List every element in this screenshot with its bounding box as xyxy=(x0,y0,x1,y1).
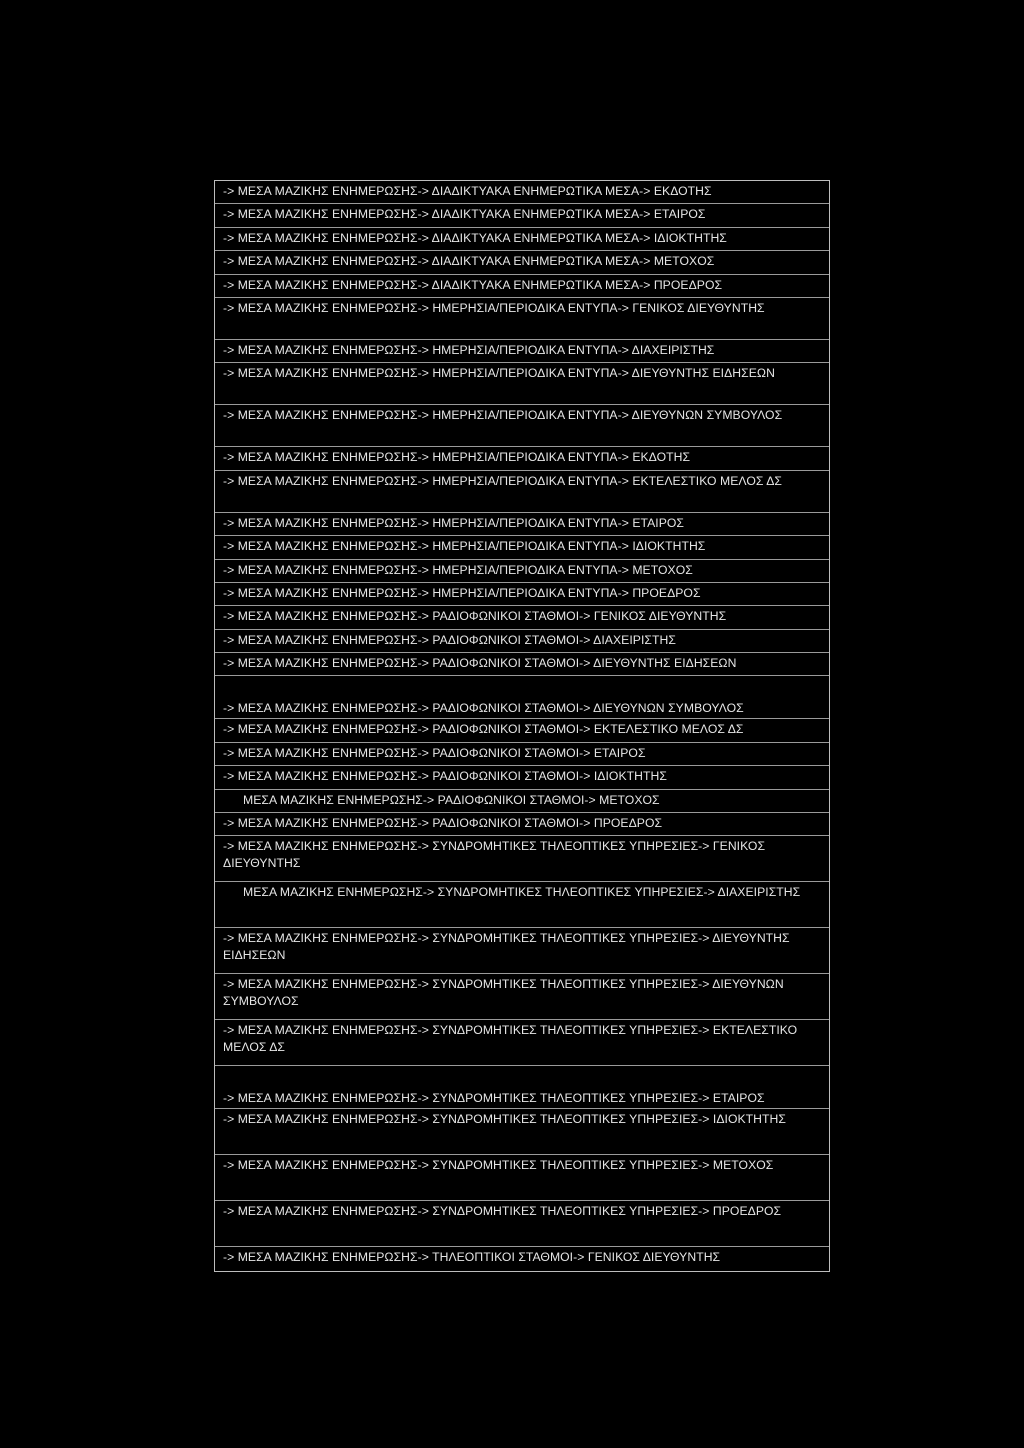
table-row: -> ΜΕΣΑ ΜΑΖΙΚΗΣ ΕΝΗΜΕΡΩΣΗΣ-> ΗΜΕΡΗΣΙΑ/ΠΕΡΙΟΔΙΚΑ ΕΝΤΥΠΑ-> ΙΔΙΟΚΤΗΤΗΣ xyxy=(215,536,829,559)
table-row: -> ΜΕΣΑ ΜΑΖΙΚΗΣ ΕΝΗΜΕΡΩΣΗΣ-> ΔΙΑΔΙΚΤΥΑΚΑ ΕΝΗΜΕΡΩΤΙΚΑ ΜΕΣΑ-> ΠΡΟΕΔΡΟΣ xyxy=(215,275,829,298)
table-row: -> ΜΕΣΑ ΜΑΖΙΚΗΣ ΕΝΗΜΕΡΩΣΗΣ-> ΣΥΝΔΡΟΜΗΤΙΚΕΣ ΤΗΛΕΟΠΤΙΚΕΣ ΥΠΗΡΕΣΙΕΣ-> ΓΕΝΙΚΟΣ ΔΙΕΥΘΥΝΤΗΣ xyxy=(215,836,829,882)
table-row: -> ΜΕΣΑ ΜΑΖΙΚΗΣ ΕΝΗΜΕΡΩΣΗΣ-> ΣΥΝΔΡΟΜΗΤΙΚΕΣ ΤΗΛΕΟΠΤΙΚΕΣ ΥΠΗΡΕΣΙΕΣ-> ΕΤΑΙΡΟΣ xyxy=(215,1066,829,1109)
table-row: -> ΜΕΣΑ ΜΑΖΙΚΗΣ ΕΝΗΜΕΡΩΣΗΣ-> ΡΑΔΙΟΦΩΝΙΚΟΙ ΣΤΑΘΜΟΙ-> ΔΙΕΥΘΥΝΩΝ ΣΥΜΒΟΥΛΟΣ xyxy=(215,676,829,719)
table-row: -> ΜΕΣΑ ΜΑΖΙΚΗΣ ΕΝΗΜΕΡΩΣΗΣ-> ΣΥΝΔΡΟΜΗΤΙΚΕΣ ΤΗΛΕΟΠΤΙΚΕΣ ΥΠΗΡΕΣΙΕΣ-> ΙΔΙΟΚΤΗΤΗΣ xyxy=(215,1109,829,1155)
table-row: -> ΜΕΣΑ ΜΑΖΙΚΗΣ ΕΝΗΜΕΡΩΣΗΣ-> ΗΜΕΡΗΣΙΑ/ΠΕΡΙΟΔΙΚΑ ΕΝΤΥΠΑ-> ΓΕΝΙΚΟΣ ΔΙΕΥΘΥΝΤΗΣ xyxy=(215,298,829,340)
table-row: -> ΜΕΣΑ ΜΑΖΙΚΗΣ ΕΝΗΜΕΡΩΣΗΣ-> ΣΥΝΔΡΟΜΗΤΙΚΕΣ ΤΗΛΕΟΠΤΙΚΕΣ ΥΠΗΡΕΣΙΕΣ-> ΜΕΤΟΧΟΣ xyxy=(215,1155,829,1201)
table-row: ΜΕΣΑ ΜΑΖΙΚΗΣ ΕΝΗΜΕΡΩΣΗΣ-> ΡΑΔΙΟΦΩΝΙΚΟΙ ΣΤΑΘΜΟΙ-> ΜΕΤΟΧΟΣ xyxy=(215,790,829,813)
table-row: -> ΜΕΣΑ ΜΑΖΙΚΗΣ ΕΝΗΜΕΡΩΣΗΣ-> ΔΙΑΔΙΚΤΥΑΚΑ ΕΝΗΜΕΡΩΤΙΚΑ ΜΕΣΑ-> ΕΚΔΟΤΗΣ xyxy=(215,181,829,204)
table-row: -> ΜΕΣΑ ΜΑΖΙΚΗΣ ΕΝΗΜΕΡΩΣΗΣ-> ΡΑΔΙΟΦΩΝΙΚΟΙ ΣΤΑΘΜΟΙ-> ΕΚΤΕΛΕΣΤΙΚΟ ΜΕΛΟΣ ΔΣ xyxy=(215,719,829,742)
table-row: -> ΜΕΣΑ ΜΑΖΙΚΗΣ ΕΝΗΜΕΡΩΣΗΣ-> ΗΜΕΡΗΣΙΑ/ΠΕΡΙΟΔΙΚΑ ΕΝΤΥΠΑ-> ΔΙΕΥΘΥΝΤΗΣ ΕΙΔΗΣΕΩΝ xyxy=(215,363,829,405)
table-row: -> ΜΕΣΑ ΜΑΖΙΚΗΣ ΕΝΗΜΕΡΩΣΗΣ-> ΣΥΝΔΡΟΜΗΤΙΚΕΣ ΤΗΛΕΟΠΤΙΚΕΣ ΥΠΗΡΕΣΙΕΣ-> ΔΙΕΥΘΥΝΤΗΣ ΕΙΔΗΣΕΩΝ xyxy=(215,928,829,974)
table-row: -> ΜΕΣΑ ΜΑΖΙΚΗΣ ΕΝΗΜΕΡΩΣΗΣ-> ΡΑΔΙΟΦΩΝΙΚΟΙ ΣΤΑΘΜΟΙ-> ΔΙΕΥΘΥΝΤΗΣ ΕΙΔΗΣΕΩΝ xyxy=(215,653,829,676)
table-row: ΜΕΣΑ ΜΑΖΙΚΗΣ ΕΝΗΜΕΡΩΣΗΣ-> ΣΥΝΔΡΟΜΗΤΙΚΕΣ ΤΗΛΕΟΠΤΙΚΕΣ ΥΠΗΡΕΣΙΕΣ-> ΔΙΑΧΕΙΡΙΣΤΗΣ xyxy=(215,882,829,928)
table-row: -> ΜΕΣΑ ΜΑΖΙΚΗΣ ΕΝΗΜΕΡΩΣΗΣ-> ΣΥΝΔΡΟΜΗΤΙΚΕΣ ΤΗΛΕΟΠΤΙΚΕΣ ΥΠΗΡΕΣΙΕΣ-> ΕΚΤΕΛΕΣΤΙΚΟ ΜΕΛΟΣ ΔΣ xyxy=(215,1020,829,1066)
table-row: -> ΜΕΣΑ ΜΑΖΙΚΗΣ ΕΝΗΜΕΡΩΣΗΣ-> ΔΙΑΔΙΚΤΥΑΚΑ ΕΝΗΜΕΡΩΤΙΚΑ ΜΕΣΑ-> ΙΔΙΟΚΤΗΤΗΣ xyxy=(215,228,829,251)
table-row: -> ΜΕΣΑ ΜΑΖΙΚΗΣ ΕΝΗΜΕΡΩΣΗΣ-> ΗΜΕΡΗΣΙΑ/ΠΕΡΙΟΔΙΚΑ ΕΝΤΥΠΑ-> ΕΤΑΙΡΟΣ xyxy=(215,513,829,536)
table-row: -> ΜΕΣΑ ΜΑΖΙΚΗΣ ΕΝΗΜΕΡΩΣΗΣ-> ΔΙΑΔΙΚΤΥΑΚΑ ΕΝΗΜΕΡΩΤΙΚΑ ΜΕΣΑ-> ΕΤΑΙΡΟΣ xyxy=(215,204,829,227)
table-row: -> ΜΕΣΑ ΜΑΖΙΚΗΣ ΕΝΗΜΕΡΩΣΗΣ-> ΗΜΕΡΗΣΙΑ/ΠΕΡΙΟΔΙΚΑ ΕΝΤΥΠΑ-> ΜΕΤΟΧΟΣ xyxy=(215,560,829,583)
table-row: -> ΜΕΣΑ ΜΑΖΙΚΗΣ ΕΝΗΜΕΡΩΣΗΣ-> ΣΥΝΔΡΟΜΗΤΙΚΕΣ ΤΗΛΕΟΠΤΙΚΕΣ ΥΠΗΡΕΣΙΕΣ-> ΔΙΕΥΘΥΝΩΝ ΣΥΜΒΟΥΛΟΣ xyxy=(215,974,829,1020)
table-row: -> ΜΕΣΑ ΜΑΖΙΚΗΣ ΕΝΗΜΕΡΩΣΗΣ-> ΡΑΔΙΟΦΩΝΙΚΟΙ ΣΤΑΘΜΟΙ-> ΔΙΑΧΕΙΡΙΣΤΗΣ xyxy=(215,630,829,653)
table-row: -> ΜΕΣΑ ΜΑΖΙΚΗΣ ΕΝΗΜΕΡΩΣΗΣ-> ΗΜΕΡΗΣΙΑ/ΠΕΡΙΟΔΙΚΑ ΕΝΤΥΠΑ-> ΔΙΑΧΕΙΡΙΣΤΗΣ xyxy=(215,340,829,363)
table-row: -> ΜΕΣΑ ΜΑΖΙΚΗΣ ΕΝΗΜΕΡΩΣΗΣ-> ΡΑΔΙΟΦΩΝΙΚΟΙ ΣΤΑΘΜΟΙ-> ΙΔΙΟΚΤΗΤΗΣ xyxy=(215,766,829,789)
table-row: -> ΜΕΣΑ ΜΑΖΙΚΗΣ ΕΝΗΜΕΡΩΣΗΣ-> ΤΗΛΕΟΠΤΙΚΟΙ ΣΤΑΘΜΟΙ-> ΓΕΝΙΚΟΣ ΔΙΕΥΘΥΝΤΗΣ xyxy=(223,1250,721,1265)
table-row: -> ΜΕΣΑ ΜΑΖΙΚΗΣ ΕΝΗΜΕΡΩΣΗΣ-> ΗΜΕΡΗΣΙΑ/ΠΕΡΙΟΔΙΚΑ ΕΝΤΥΠΑ-> ΔΙΕΥΘΥΝΩΝ ΣΥΜΒΟΥΛΟΣ xyxy=(215,405,829,447)
table-row: -> ΜΕΣΑ ΜΑΖΙΚΗΣ ΕΝΗΜΕΡΩΣΗΣ-> ΔΙΑΔΙΚΤΥΑΚΑ ΕΝΗΜΕΡΩΤΙΚΑ ΜΕΣΑ-> ΜΕΤΟΧΟΣ xyxy=(215,251,829,274)
table-row: -> ΜΕΣΑ ΜΑΖΙΚΗΣ ΕΝΗΜΕΡΩΣΗΣ-> ΗΜΕΡΗΣΙΑ/ΠΕΡΙΟΔΙΚΑ ΕΝΤΥΠΑ-> ΕΚΤΕΛΕΣΤΙΚΟ ΜΕΛΟΣ ΔΣ xyxy=(215,471,829,513)
table-row: -> ΜΕΣΑ ΜΑΖΙΚΗΣ ΕΝΗΜΕΡΩΣΗΣ-> ΗΜΕΡΗΣΙΑ/ΠΕΡΙΟΔΙΚΑ ΕΝΤΥΠΑ-> ΠΡΟΕΔΡΟΣ xyxy=(215,583,829,606)
table-row: -> ΜΕΣΑ ΜΑΖΙΚΗΣ ΕΝΗΜΕΡΩΣΗΣ-> ΡΑΔΙΟΦΩΝΙΚΟΙ ΣΤΑΘΜΟΙ-> ΓΕΝΙΚΟΣ ΔΙΕΥΘΥΝΤΗΣ xyxy=(215,606,829,629)
table-row: -> ΜΕΣΑ ΜΑΖΙΚΗΣ ΕΝΗΜΕΡΩΣΗΣ-> ΡΑΔΙΟΦΩΝΙΚΟΙ ΣΤΑΘΜΟΙ-> ΠΡΟΕΔΡΟΣ xyxy=(215,813,829,836)
category-table xyxy=(214,180,830,1272)
table-row: -> ΜΕΣΑ ΜΑΖΙΚΗΣ ΕΝΗΜΕΡΩΣΗΣ-> ΗΜΕΡΗΣΙΑ/ΠΕΡΙΟΔΙΚΑ ΕΝΤΥΠΑ-> ΕΚΔΟΤΗΣ xyxy=(215,447,829,470)
table-row: -> ΜΕΣΑ ΜΑΖΙΚΗΣ ΕΝΗΜΕΡΩΣΗΣ-> ΣΥΝΔΡΟΜΗΤΙΚΕΣ ΤΗΛΕΟΠΤΙΚΕΣ ΥΠΗΡΕΣΙΕΣ-> ΠΡΟΕΔΡΟΣ xyxy=(215,1201,829,1247)
table-row: -> ΜΕΣΑ ΜΑΖΙΚΗΣ ΕΝΗΜΕΡΩΣΗΣ-> ΡΑΔΙΟΦΩΝΙΚΟΙ ΣΤΑΘΜΟΙ-> ΕΤΑΙΡΟΣ xyxy=(215,743,829,766)
